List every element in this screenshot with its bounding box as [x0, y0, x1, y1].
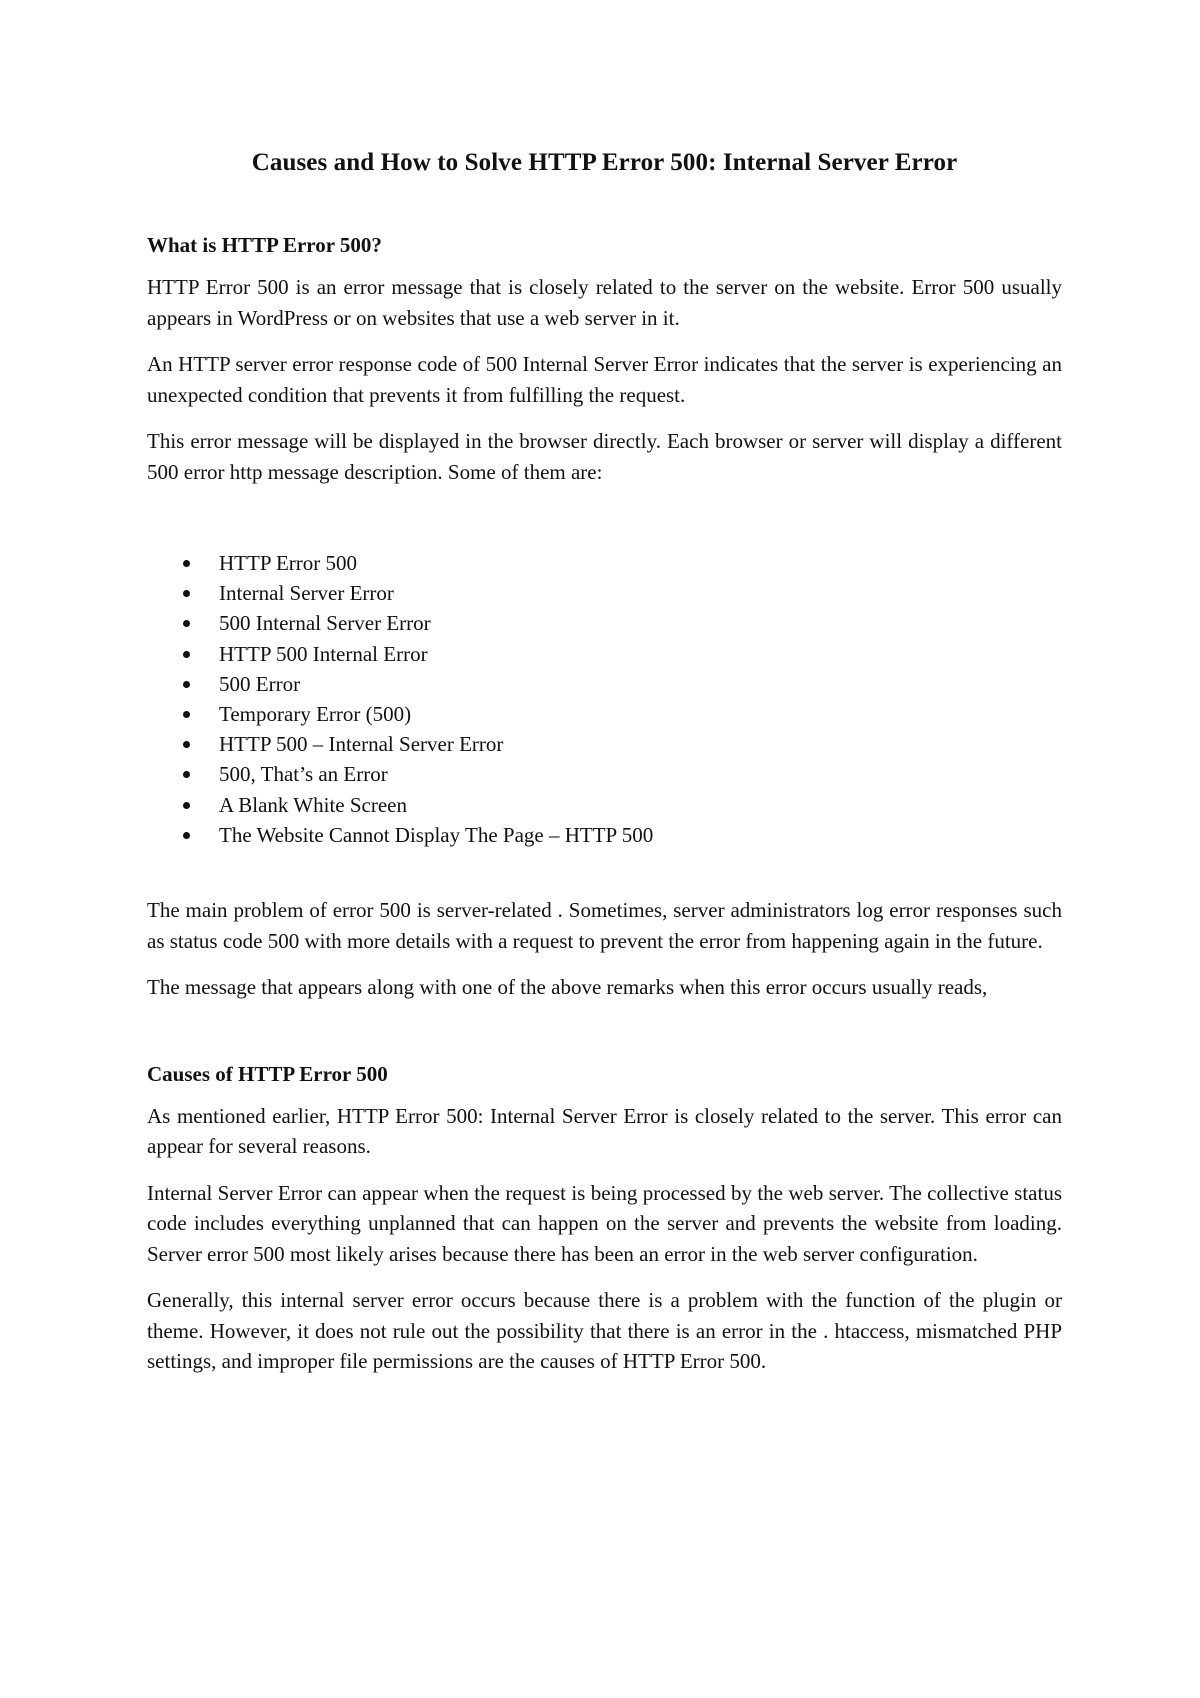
spacer [147, 503, 1062, 548]
list-item-text: A Blank White Screen [219, 792, 407, 817]
bullet-icon [183, 560, 190, 567]
list-item-text: 500, That’s an Error [219, 762, 388, 787]
list-item-text: Internal Server Error [219, 581, 394, 606]
list-item [183, 578, 1062, 608]
paragraph: The message that appears along with one of the above remarks when this error occurs usually reads, [147, 975, 988, 1000]
list-item-text: HTTP 500 Internal Error [219, 641, 428, 666]
list-item [183, 790, 1062, 820]
bullet-icon [183, 741, 190, 748]
document-body [147, 146, 1062, 1393]
document-title: Causes and How to Solve HTTP Error 500: Internal Server Error [251, 149, 958, 176]
list-item [183, 608, 1062, 638]
paragraph: HTTP Error 500 is an error message that is closely related to the server on the website. Error 500 usually appears in WordPress or on websites that use a web server in it. [147, 275, 1062, 330]
list-item-text: The Website Cannot Display The Page – HTTP 500 [219, 822, 654, 847]
bullet-icon [183, 711, 190, 718]
list-item-text: 500 Error [219, 671, 301, 696]
bullet-icon [183, 651, 190, 658]
paragraph: As mentioned earlier, HTTP Error 500: Internal Server Error is closely related to the server. This error can appear for several reasons. [147, 1103, 1062, 1159]
paragraph: Internal Server Error can appear when the request is being processed by the web server. The collective status code includes everything unplanned that can happen on the server and prevents the website from loading. Server error 500 most likely arises because there has been an error in the web server configuration. [147, 1180, 1062, 1266]
section-heading-what-is: What is HTTP Error 500? [147, 233, 382, 257]
paragraph: This error message will be displayed in the browser directly. Each browser or server will display a different 500 error http message description. Some of them are: [147, 429, 1062, 484]
list-item [183, 729, 1062, 759]
section-heading-causes: Causes of HTTP Error 500 [147, 1061, 388, 1086]
spacer [147, 850, 1062, 895]
error-message-list [147, 548, 1062, 850]
bullet-icon [183, 771, 190, 778]
list-item [183, 669, 1062, 699]
list-item-text: Temporary Error (500) [219, 702, 412, 727]
bullet-icon [183, 832, 190, 839]
paragraph: Generally, this internal server error occurs because there is a problem with the function of the plugin or theme. However, it does not rule out the possibility that there is an error in the . htaccess, mismatched PHP settings, and improper file permissions are the causes of HTTP Error 500. [147, 1288, 1062, 1374]
paragraph: An HTTP server error response code of 500 Internal Server Error indicates that the server is experiencing an unexpected condition that prevents it from fulfilling the request. [147, 352, 1062, 407]
bullet-icon [183, 590, 190, 597]
spacer [147, 1019, 1062, 1059]
list-item [183, 699, 1062, 729]
list-item [183, 820, 1062, 850]
list-item-text: 500 Internal Server Error [219, 611, 431, 636]
bullet-icon [183, 802, 190, 809]
list-item-text: HTTP Error 500 [219, 551, 358, 575]
list-item [183, 548, 1062, 578]
paragraph: The main problem of error 500 is server-related . Sometimes, server administrators log error responses such as status code 500 with more details with a request to prevent the error from happening again in the future. [147, 898, 1062, 953]
list-item [183, 759, 1062, 789]
bullet-icon [183, 620, 190, 627]
list-item [183, 639, 1062, 669]
bullet-icon [183, 681, 190, 688]
list-item-text: HTTP 500 – Internal Server Error [219, 732, 504, 757]
